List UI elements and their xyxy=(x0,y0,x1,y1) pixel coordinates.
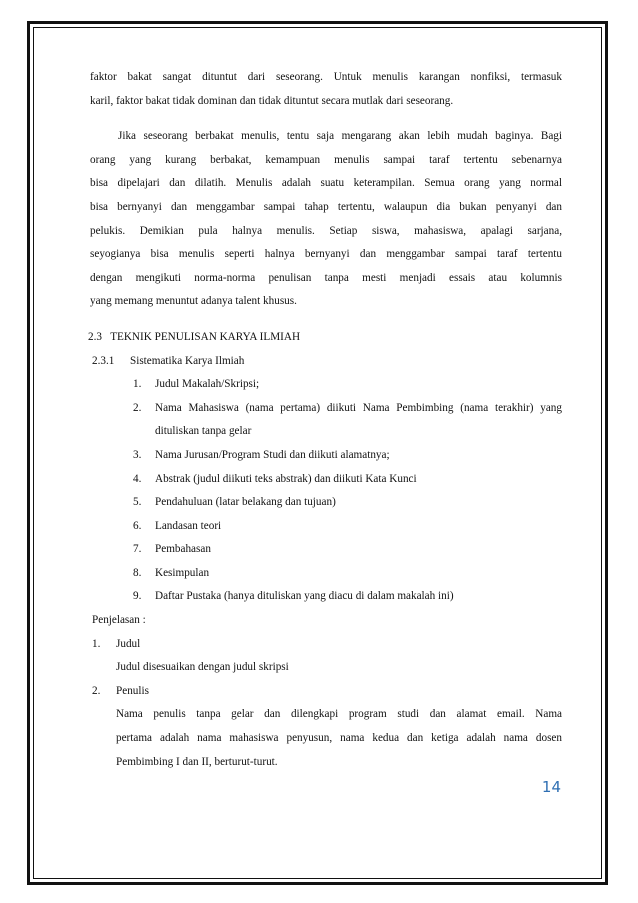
section-heading xyxy=(88,326,560,350)
list-item: 1. Judul Makalah/Skripsi; xyxy=(133,378,260,391)
paragraph-line: bisa bernyanyi dan menggambar sampai tahap tertentu, walaupun dia bukan penyanyi dan xyxy=(90,200,562,213)
paragraph-line: Jika seseorang berbakat menulis, tentu saja mengarang akan lebih mudah baginya. Bagi xyxy=(118,130,562,143)
explanation-text: Judul disesuaikan dengan judul skripsi xyxy=(116,661,289,674)
paragraph-line: karil, faktor bakat tidak dominan dan tidak dituntut secara mutlak dari seseorang. xyxy=(90,94,454,107)
paragraph-line: yang memang menuntut adanya talent khusus. xyxy=(90,295,297,308)
page-number: 14 xyxy=(541,778,561,796)
paragraph-line: bisa dipelajari dan dilatih. Menulis adalah suatu keterampilan. Semua orang yang normal xyxy=(90,177,562,190)
list-item: 9. Daftar Pustaka (hanya dituliskan yang diacu di dalam makalah ini) xyxy=(133,590,454,603)
paragraph-2 xyxy=(90,125,562,314)
paragraph-1 xyxy=(90,66,562,113)
list-item: 5. Pendahuluan (latar belakang dan tujuan) xyxy=(133,496,336,509)
systematics-list xyxy=(90,373,562,609)
section-number: 2.3 xyxy=(88,330,102,343)
explanation-item: 1. Judul xyxy=(92,637,141,650)
explanation-text: Nama penulis tanpa gelar dan dilengkapi program studi dan alamat email. Nama pertama adalah nama mahasiswa penyusun, nama kedua dan ketiga adalah nama dosen Pembimbing I dan II, berturut-turut. xyxy=(116,708,562,768)
paragraph-line: faktor bakat sangat dituntut dari seseorang. Untuk menulis karangan nonfiksi, termasuk xyxy=(90,71,562,83)
explanation-section xyxy=(90,609,562,774)
explanation-item: 2. Penulis xyxy=(92,684,149,697)
paragraph-line: dengan mengikuti norma-norma penulisan tanpa mesti menjadi essais atau kolumnis xyxy=(90,271,562,284)
explanation-title: Judul xyxy=(116,637,141,650)
paragraph-line: orang yang kurang berbakat, kemampuan menulis sampai taraf tertentu sebenarnya xyxy=(90,153,562,166)
subsection-heading xyxy=(90,350,562,374)
list-item: 7. Pembahasan xyxy=(133,543,211,556)
list-item: 2. Nama Mahasiswa (nama pertama) diikuti Nama Pembimbing (nama terakhir) yang dituliskan tanpa gelar xyxy=(133,401,562,438)
document-body xyxy=(90,66,562,774)
list-item: 6. Landasan teori xyxy=(133,519,222,532)
list-item: 4. Abstrak (judul diikuti teks abstrak) dan diikuti Kata Kunci xyxy=(133,472,417,485)
list-item: 3. Nama Jurusan/Program Studi dan diikuti alamatnya; xyxy=(133,448,390,461)
subsection-title: Sistematika Karya Ilmiah xyxy=(130,354,245,367)
paragraph-line: seyogianya bisa menulis seperti halnya bernyanyi dan menggambar sampai taraf tertentu xyxy=(90,248,562,261)
section-title: TEKNIK PENULISAN KARYA ILMIAH xyxy=(110,330,301,343)
explanation-title: Penulis xyxy=(116,684,149,697)
paragraph-line: pelukis. Demikian pula halnya menulis. Setiap siswa, mahasiswa, apalagi sarjana, xyxy=(90,224,562,237)
subsection-number: 2.3.1 xyxy=(92,354,115,367)
explanation-label: Penjelasan : xyxy=(92,614,146,627)
list-item: 8. Kesimpulan xyxy=(133,566,210,579)
